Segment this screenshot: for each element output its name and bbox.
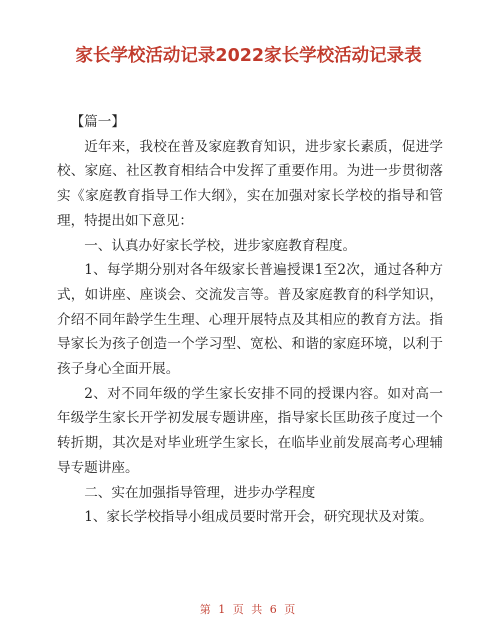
section-heading: 【篇一】 [70, 114, 125, 130]
paragraph-item-2: 2、对不同年级的学生家长安排不同的授课内容。如对高一年级学生家长开学初发展专题讲座，指导家长匡助孩子度过一个转折期，其次是对毕业班学生家长，在临毕业前发展高考心理辅导专题讲座。 [57, 385, 443, 476]
document-body [57, 110, 443, 530]
paragraph-item-1: 1、每学期分别对各年级家长普遍授课1至2次，通过各种方式，如讲座、座谈会、交流发言等。普及家庭教育的科学知识，介绍不同年龄学生生理、心理开展特点及其相应的教育方法。指导家长为孩子创造一个学习型、宽松、和谐的家庭环境，以利于孩子身心全面开展。 [57, 262, 443, 378]
paragraph-intro: 近年来，我校在普及家庭教育知识，进步家长素质，促进学校、家庭、社区教育相结合中发挥了重要作用。为进一步贯彻落实《家庭教育指导工作大纲》，实在加强对家长学校的指导和管理，特提出如下意见： [57, 138, 443, 229]
page-footer: 第 1 页 共 6 页 [199, 603, 298, 616]
document-title: 家长学校活动记录2022家长学校活动记录表 [75, 46, 422, 66]
paragraph-item-3: 1、家长学校指导小组成员要时常开会，研究现状及对策。 [84, 509, 433, 526]
paragraph-heading-two: 二、实在加强指导管理，进步办学程度 [84, 484, 316, 501]
paragraph-heading-one: 一、认真办好家长学校，进步家庭教育程度。 [84, 237, 357, 254]
